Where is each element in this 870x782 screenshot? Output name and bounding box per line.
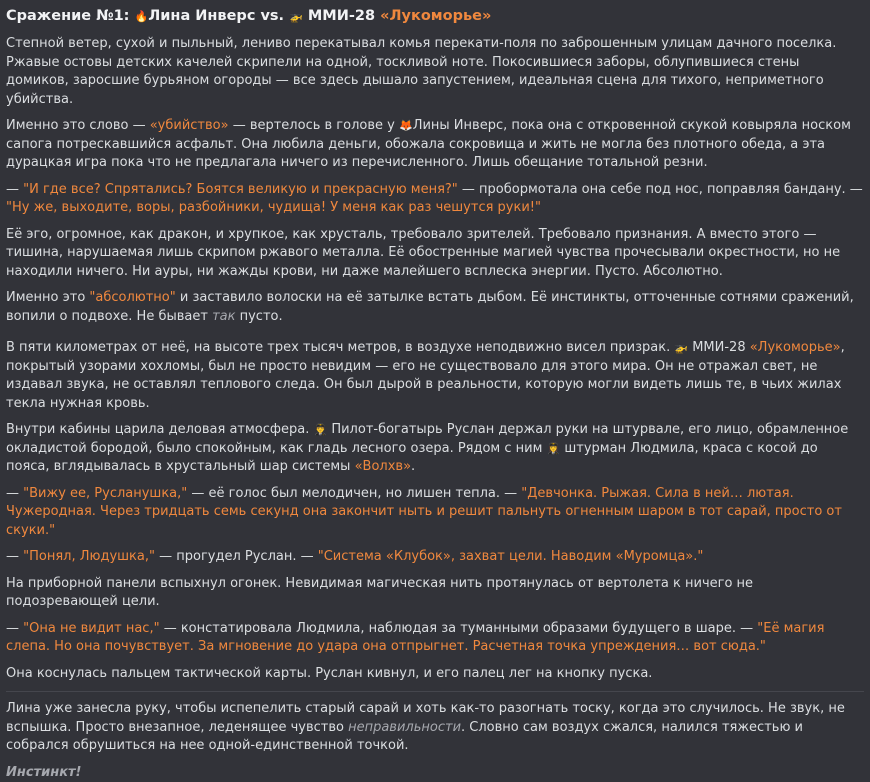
paragraph-11 xyxy=(6,620,864,657)
paragraph-1: Степной ветер, сухой и пыльный, лениво перекатывал комья перекати-поля по заброшенным улицам дачного поселка. Ржавые остовы детских качелей скрипели на одной, тоскливой ноте. Покосившиеся заборы, облупившиеся стены домиков, заросшие бурьяном огороды — все здесь дышало запустением, идеальная сцена для тихого, неприметного убийства. xyxy=(6,35,864,109)
paragraph-13 xyxy=(6,700,864,756)
text: . Словно сам воздух сжался, налился тяжестью и собрался обрушиться на нее одной-единственной точкой. xyxy=(6,720,803,754)
text: и заставило волоски на её затылке встать дыбом. Её инстинкты, отточенные сотнями сражений, вопили о подвохе. Не бывает xyxy=(6,290,854,324)
quote: "Понял, Людушка," xyxy=(23,549,155,564)
paragraph-14 xyxy=(6,764,864,782)
fox-icon: 🦊 xyxy=(399,117,413,136)
text: — вертелось в голове у xyxy=(229,118,399,133)
helicopter-icon: 🚁 xyxy=(674,339,688,358)
text: Внутри кабины царила деловая атмосфера. xyxy=(6,422,314,437)
divider xyxy=(6,691,864,692)
paragraph-10: На приборной панели вспыхнул огонек. Невидимая магическая нить протянулась от вертолета к ничего не подозревающей цели. xyxy=(6,575,864,612)
paragraph-9 xyxy=(6,548,864,567)
quote: "Она не видит нас," xyxy=(23,621,159,636)
emphasis: Инстинкт! xyxy=(6,765,81,780)
fire-icon: 🔥 xyxy=(135,7,149,27)
battle-title xyxy=(6,6,864,27)
navigator-icon: 👩‍✈️ xyxy=(547,440,561,459)
title-fighter-b: ММИ-28 xyxy=(308,8,380,24)
text: — её голос был мелодичен, но лишен тепла. — xyxy=(187,486,521,501)
paragraph-3 xyxy=(6,181,864,218)
text: Именно это слово — xyxy=(6,118,150,133)
text: . xyxy=(411,459,415,474)
paragraph-4: Её эго, огромное, как дракон, и хрупкое, как хрусталь, требовало зрителей. Требовало признания. А вместо этого — тишина, нарушаемая лишь скрипом ржавого металла. Её обостренные магией чувства прочесывали окрестности, но не находили ничего. Ни ауры, ни жажды крови, ни даже малейшего всплеска энергии. Пусто. Абсолютно. xyxy=(6,226,864,282)
pilot-icon: 👨‍✈️ xyxy=(314,421,328,440)
paragraph-6 xyxy=(6,339,864,413)
text: — констатировала Людмила, наблюдая за туманными образами будущего в шаре. — xyxy=(160,621,758,636)
text: — xyxy=(6,182,23,197)
paragraph-5 xyxy=(6,289,864,326)
text: — xyxy=(6,486,23,501)
paragraph-12: Она коснулась пальцем тактической карты. Руслан кивнул, и его палец лег на кнопку пуска. xyxy=(6,665,864,684)
quote: "Вижу ее, Русланушка," xyxy=(23,486,187,501)
quote: "И где все? Спрятались? Боятся великую и прекрасную меня?" xyxy=(23,182,458,197)
text: Именно это xyxy=(6,290,89,305)
text: , покрытый узорами хохломы, был не просто невидим — его не существовало для этого мира. Он не отражал свет, не издавал звука, не оставлял теплового следа. Он был дырой в реальности, которую могли видеть лишь те, в чьих жилах текла нужная кровь. xyxy=(6,340,845,411)
title-prefix: Сражение №1: xyxy=(6,8,135,24)
text: — прогудел Руслан. — xyxy=(155,549,318,564)
paragraph-8 xyxy=(6,485,864,541)
text: Лины Инверс, пока она с откровенной скукой ковыряла носком сапога потрескавшийся асфальт. Она любила деньги, обожала сокровища и жить не могла без плотного обеда, а эта дурацкая игра пока что не предлагала ничего из перечисленного. Лишь обещание тотальной резни. xyxy=(6,118,851,170)
text: пусто. xyxy=(235,309,282,324)
helicopter-icon: 🚁 xyxy=(289,7,303,27)
text: — пробормотала она себе под нос, поправляя бандану. — xyxy=(458,182,863,197)
paragraph-2 xyxy=(6,117,864,173)
text: ММИ-28 xyxy=(688,340,750,355)
quote: «убийство» xyxy=(150,118,229,133)
quote: "Её магия слепа. Но она почувствует. За мгновение до удара она отпрыгнет. Расчетная точка упреждения… вот сюда." xyxy=(6,621,824,655)
title-fighter-b-quote: «Лукоморье» xyxy=(380,8,491,24)
quote: "Система «Клубок», захват цели. Наводим «Муромца»." xyxy=(318,549,704,564)
quote: «Лукоморье» xyxy=(750,340,841,355)
emphasis: неправильности xyxy=(348,720,461,735)
text: — xyxy=(6,621,23,636)
quote: "Ну же, выходите, воры, разбойники, чудища! У меня как раз чешутся руки!" xyxy=(6,200,541,215)
text: Пилот-богатырь Руслан держал руки на штурвале, его лицо, обрамленное окладистой бородой, было спокойным, как гладь лесного озера. Рядом с ним xyxy=(6,422,848,456)
quote: «Волхв» xyxy=(355,459,411,474)
text: Лина уже занесла руку, чтобы испепелить старый сарай и хоть как-то разогнать тоску, когда это случилось. Не звук, не вспышка. Просто внезапное, леденящее чувство xyxy=(6,701,845,735)
paragraph-7 xyxy=(6,421,864,477)
text: штурман Людмила, краса с косой до пояса, вглядывалась в хрустальный шар системы xyxy=(6,441,818,475)
quote: "Девчонка. Рыжая. Сила в ней… лютая. Чужеродная. Через тридцать семь секунд она закончит ныть и решит пальнуть огненным шаром в тот сарай, просто от скуки." xyxy=(6,486,842,538)
text: — xyxy=(6,549,23,564)
title-fighter-a: Лина Инверс vs. xyxy=(148,8,289,24)
quote: "абсолютно" xyxy=(89,290,175,305)
text: В пяти километрах от неё, на высоте трех тысяч метров, в воздухе неподвижно висел призрак. xyxy=(6,340,674,355)
emphasis: так xyxy=(212,309,235,324)
